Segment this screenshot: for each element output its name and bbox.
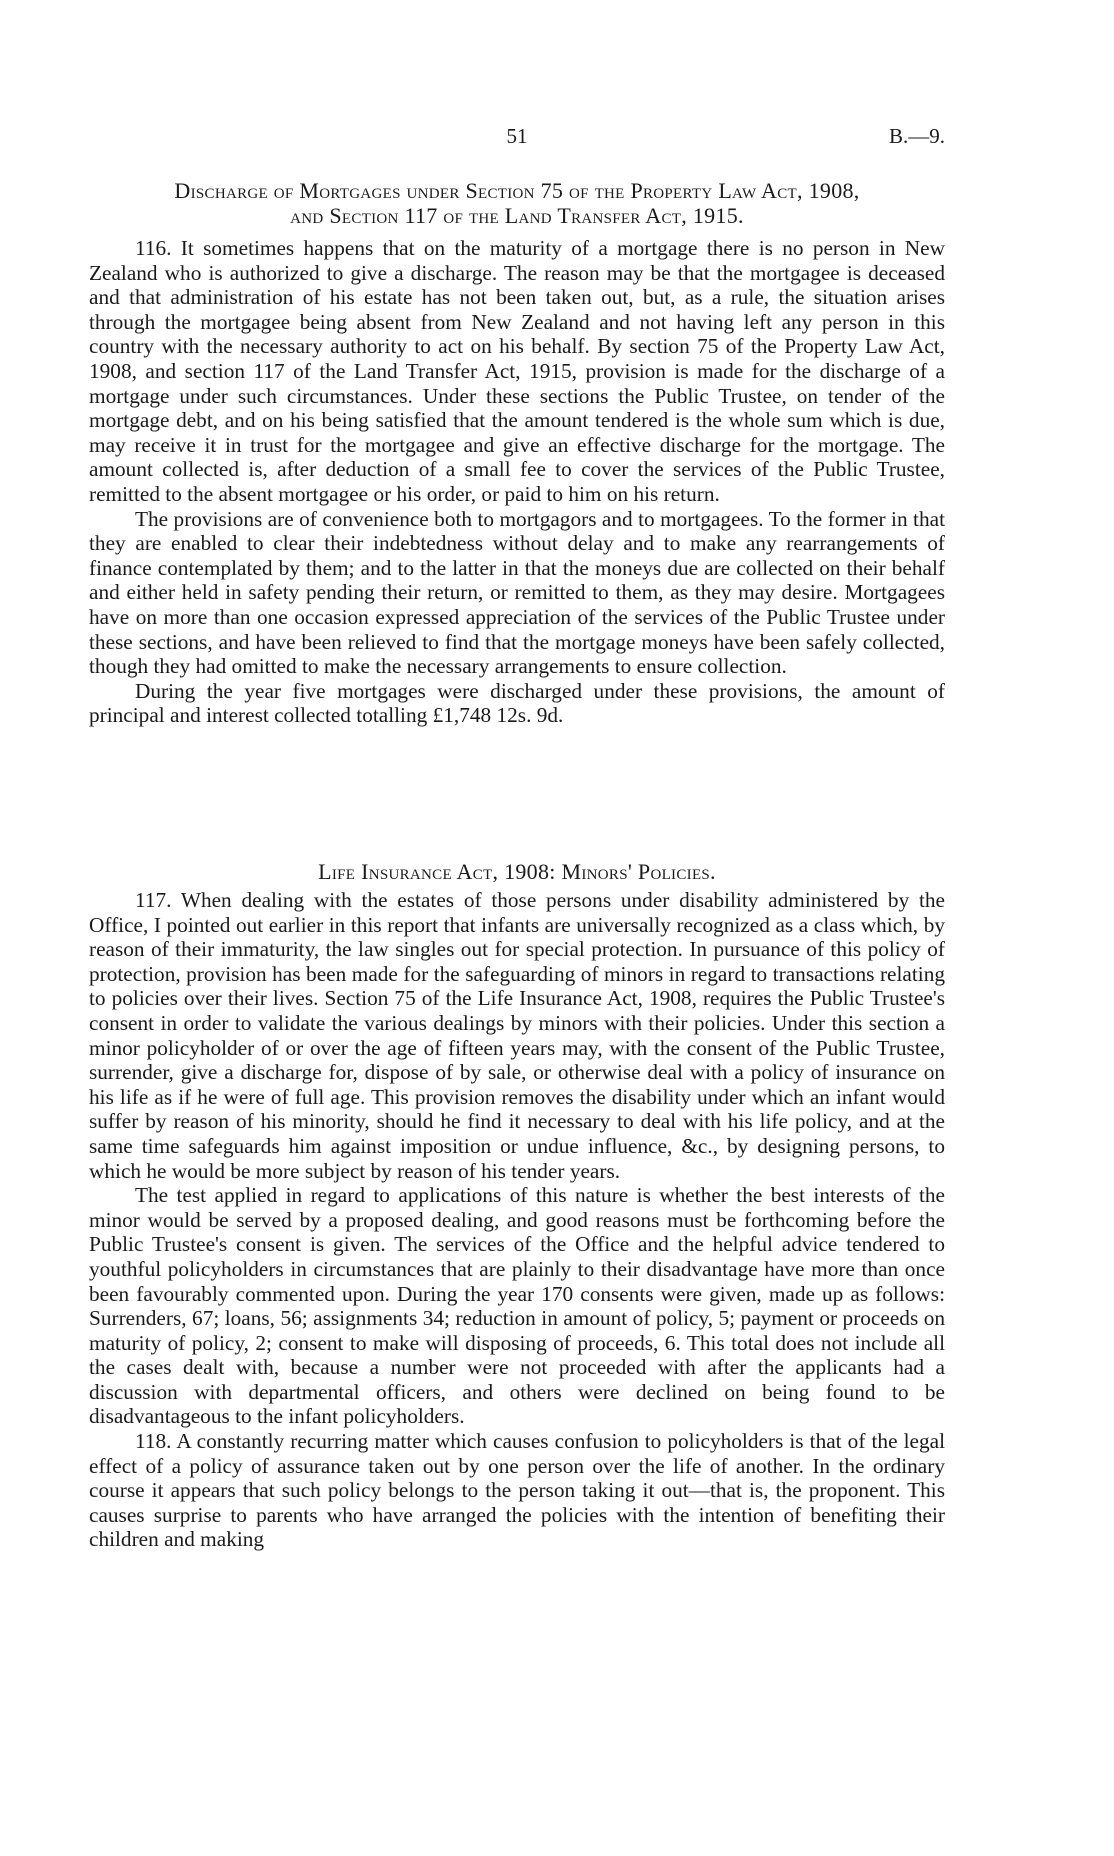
paragraph: 118. A constantly recurring matter which causes confusion to policyholders is that of the legal effect of a policy of assurance taken out by one person over the life of another. In the ordinary course it appears that such policy belongs to the person taking it out—that is, the proponent. This causes surprise to parents who have arranged the policies with the intention of benefiting their children and making — [89, 1429, 945, 1552]
paragraph: 117. When dealing with the estates of those persons under disability administered by the Office, I pointed out earlier in this report that infants are universally recognized as a class which, by reason of their immaturity, the law singles out for special protection. In pursuance of this policy of protection, provision has been made for the safeguarding of minors in regard to transactions relating to policies over their lives. Section 75 of the Life Insurance Act, 1908, requires the Public Trustee's consent in order to validate the various dealings by minors with their policies. Under this section a minor policyholder of or over the age of fifteen years may, with the consent of the Public Trustee, surrender, give a discharge for, dispose of by sale, or otherwise deal with a policy of insurance on his life as if he were of full age. This provision removes the disability under which an infant would suffer by reason of his minority, should he find it necessary to deal with his life policy, and at the same time safeguards him against imposition or undue influence, &c., by designing persons, to which he would be more subject by reason of his tender years. — [89, 888, 945, 1183]
section-mortgages — [89, 236, 945, 728]
page-number: 51 — [506, 124, 528, 148]
section-heading-line: and Section 117 of the Land Transfer Act, 1915. — [290, 203, 744, 228]
section-heading-line: Discharge of Mortgages under Section 75 of the Property Law Act, 1908, — [174, 178, 860, 203]
paragraph: The test applied in regard to applications of this nature is whether the best interests of the minor would be served by a proposed dealing, and good reasons must be forthcoming before the Public Trustee's consent is given. The services of the Office and the helpful advice tendered to youthful policyholders in circumstances that are plainly to their disadvantage have more than once been favourably commented upon. During the year 170 consents were given, made up as follows: Surrenders, 67; loans, 56; assignments 34; reduction in amount of policy, 5; payment or proceeds on maturity of policy, 2; consent to make will disposing of proceeds, 6. This total does not include all the cases dealt with, because a number were not proceeded with after the applicants had a discussion with departmental officers, and others were declined on being found to be disadvantageous to the infant policyholders. — [89, 1183, 945, 1429]
paragraph: The provisions are of convenience both to mortgagors and to mortgagees. To the former in that they are enabled to clear their indebtedness without delay and to make any rearrangements of finance contemplated by them; and to the latter in that the moneys due are collected on their behalf and either held in safety pending their return, or remitted to them, as they may desire. Mortgagees have on more than one occasion expressed appreciation of the services of the Public Trustee under these sections, and have been relieved to find that the mortgage moneys have been safely collected, though they had omitted to make the necessary arrangements to ensure collection. — [89, 506, 945, 679]
paragraph: 116. It sometimes happens that on the maturity of a mortgage there is no person in New Zealand who is authorized to give a discharge. The reason may be that the mortgagee is deceased and that administration of his estate has not been taken out, but, as a rule, the situation arises through the mortgagee being absent from New Zealand and not having left any person in this country with the necessary authority to act on his behalf. By section 75 of the Property Law Act, 1908, and section 117 of the Land Transfer Act, 1915, provision is made for the discharge of a mortgage under such circumstances. Under these sections the Public Trustee, on tender of the mortgage debt, and on his being satisfied that the amount tendered is the whole sum which is due, may receive it in trust for the mortgagee and give an effective discharge for the mortgage. The amount collected is, after deduction of a small fee to cover the services of the Public Trustee, remitted to the absent mortgagee or his order, or paid to him on his return. — [89, 236, 945, 506]
page-header — [89, 124, 945, 154]
paragraph: During the year five mortgages were discharged under these provisions, the amount of principal and interest collected totalling £1,748 12s. 9d. — [89, 678, 945, 728]
document-reference: B.—9. — [888, 124, 945, 148]
section-life-insurance — [89, 888, 945, 1552]
section-heading-line: Life Insurance Act, 1908: Minors' Policies. — [318, 859, 716, 884]
section-heading-mortgages — [89, 178, 945, 228]
section-heading-life-insurance — [89, 859, 945, 884]
